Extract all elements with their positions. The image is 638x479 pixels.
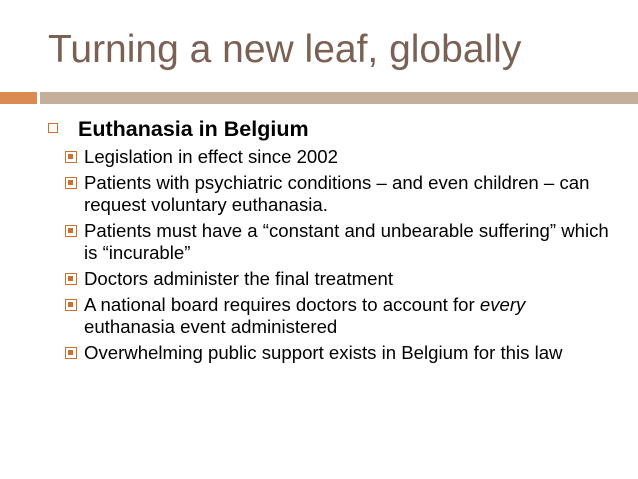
sub-bullet-item	[46, 220, 616, 264]
sub-bullet-text: Overwhelming public support exists in Belgium for this law	[84, 342, 563, 363]
sub-bullet-text: Legislation in effect since 2002	[84, 146, 338, 167]
title-accent-bar	[0, 92, 37, 104]
hollow-square-bullet-icon	[48, 123, 58, 133]
main-bullet	[46, 116, 616, 142]
filled-square-bullet-icon	[65, 347, 77, 359]
sub-bullet-item	[46, 172, 616, 216]
sub-bullet-item	[46, 342, 616, 364]
sub-bullet-item	[46, 294, 616, 338]
sub-bullet-text: Patients with psychiatric conditions – and even children – can request voluntary euthanasia.	[84, 172, 590, 215]
sub-bullet-text-continued: euthanasia event administered	[84, 316, 338, 337]
sub-bullet-text: Doctors administer the final treatment	[84, 268, 393, 289]
filled-square-bullet-icon	[65, 299, 77, 311]
emphasis-text: every	[479, 294, 526, 315]
filled-square-bullet-icon	[65, 177, 77, 189]
sub-bullet-list	[46, 146, 616, 364]
slide-title: Turning a new leaf, globally	[48, 28, 522, 71]
filled-square-bullet-icon	[65, 273, 77, 285]
filled-square-bullet-icon	[65, 225, 77, 237]
sub-bullet-text: A national board requires doctors to account for	[84, 294, 480, 315]
main-bullet-text: Euthanasia in Belgium	[78, 117, 309, 141]
title-divider-bar	[40, 92, 638, 104]
slide-content	[46, 116, 616, 368]
filled-square-bullet-icon	[65, 151, 77, 163]
sub-bullet-item	[46, 268, 616, 290]
sub-bullet-text: Patients must have a “constant and unbearable suffering” which is “incurable”	[84, 220, 609, 263]
sub-bullet-item	[46, 146, 616, 168]
